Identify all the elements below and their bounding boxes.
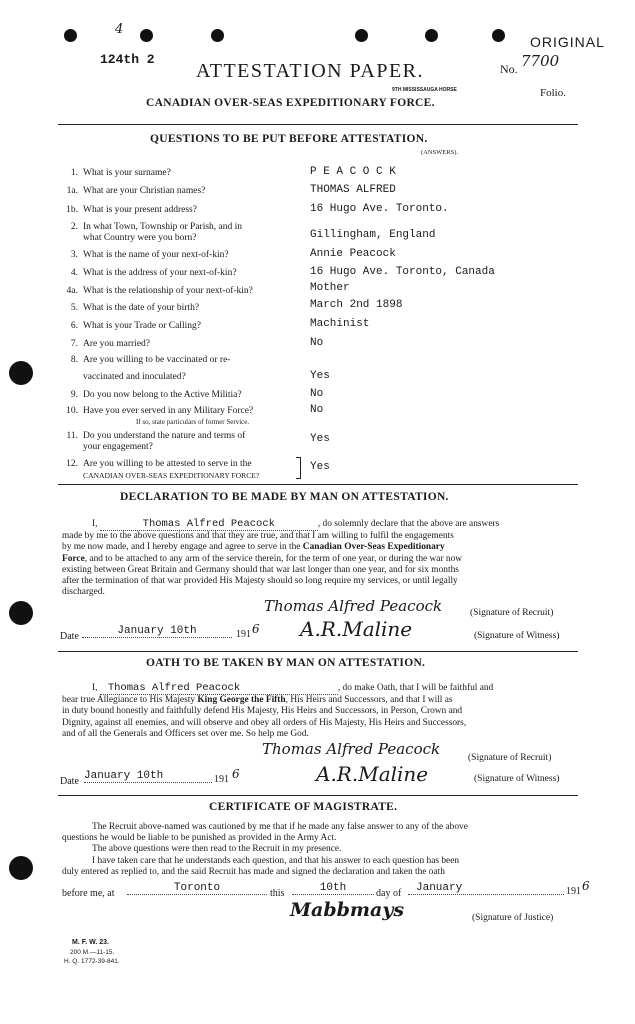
declaration-text: I, Thomas Alfred Peacock , do solemnly declare that the above are answers made by me to the above questions and that they are true, and that I am willing to fulfil the engagements by me now made, and I hereby engage and agree to serve in the Canadian Over-Seas Expeditionary Force, and to be attached to any arm of the service therein, for the term of one year, or during the war now existing between Great Britain and Germany should that war last longer than one year, and for six months after the termination of that war provided His Majesty should so long require my services, or until legally discharged. [62, 518, 500, 598]
question-row: 5. What is the date of your birth? [70, 303, 200, 313]
punch-hole [64, 29, 77, 42]
no-label: No. [500, 62, 518, 76]
certificate-title: CERTIFICATE OF MAGISTRATE. [209, 801, 398, 813]
question-row-cont: CANADIAN OVER-SEAS EXPEDITIONARY FORCE? [83, 471, 260, 480]
answer-relationship: Mother [310, 282, 350, 294]
certificate-month: January [408, 882, 564, 895]
certificate-year-suffix: 6 [582, 879, 590, 893]
oath-name: Thomas Alfred Peacock [100, 683, 338, 695]
date-label: Date [60, 631, 79, 642]
oath-witness-signature-label: (Signature of Witness) [474, 774, 560, 784]
answer-birth-date: March 2nd 1898 [310, 299, 403, 311]
print-run: 200 M.—11-15. [70, 949, 115, 956]
punch-hole [9, 601, 33, 625]
handwritten-number: 4 [115, 22, 124, 37]
oath-date: January 10th [84, 770, 212, 783]
form-code: M. F. W. 23. [72, 939, 109, 946]
oath-witness-signature: A.R.Maline [316, 762, 429, 786]
certificate-place: Toronto [127, 882, 267, 895]
oath-year-suffix: 6 [232, 767, 240, 781]
year-prefix: 191 [236, 629, 251, 640]
questions-title: QUESTIONS TO BE PUT BEFORE ATTESTATION. [150, 133, 428, 145]
battalion-note: 124th 2 [100, 52, 155, 67]
question-row: 12. Are you willing to be attested to serve in the [66, 459, 252, 469]
hq-code: H. Q. 1772-39-841. [64, 958, 120, 965]
witness-signature-label: (Signature of Witness) [474, 631, 560, 641]
answer-christian-names: THOMAS ALFRED [310, 184, 396, 196]
answer-willing-to-serve: Yes [310, 461, 330, 473]
divider [58, 124, 578, 125]
answer-vaccinated: Yes [310, 370, 330, 382]
divider [58, 651, 578, 652]
declaration-date: January 10th [82, 625, 232, 638]
question-row: 6. What is your Trade or Calling? [70, 321, 201, 331]
answer-understand-terms: Yes [310, 433, 330, 445]
witness-signature: A.R.Maline [300, 617, 413, 641]
answer-surname: P E A C O C K [310, 166, 396, 178]
oath-text: I, Thomas Alfred Peacock , do make Oath, that I will be faithful and bear true Allegiance to His Majesty King George the Fifth, His Heirs and Successors, and that I will as in duty bound honestly and faithfully defend His Majesty, His Heirs and Successors, in Person, Crown and Dignity, against all enemies, and will observe and obey all orders of His Majesty, His Heirs and Successors, and of all the Generals and Officers set over me. So help me God. [62, 682, 494, 739]
punch-hole [492, 29, 505, 42]
answer-birthplace: Gillingham, England [310, 229, 436, 241]
year-suffix: 6 [252, 622, 260, 636]
punch-hole [425, 29, 438, 42]
question-row: 3. What is the name of your next-of-kin? [70, 250, 229, 260]
question-row-cont: If so, state particulars of former Service. [136, 418, 250, 426]
recruit-signature-label: (Signature of Recruit) [470, 608, 554, 618]
question-row: 8. Are you willing to be vaccinated or re- [70, 355, 231, 365]
punch-hole [211, 29, 224, 42]
original-stamp: ORIGINAL [530, 34, 605, 50]
answers-label: (ANSWERS). [421, 149, 459, 156]
question-row: 4. What is the address of your next-of-kin? [70, 268, 237, 278]
stamp-text: 9TH MISSISSAUGA HORSE [392, 87, 457, 93]
declaration-name: Thomas Alfred Peacock [100, 519, 318, 531]
justice-signature: Mabbmays [290, 899, 405, 921]
this-label: this [270, 888, 285, 899]
answer-trade: Machinist [310, 318, 370, 330]
answer-military-service: No [310, 404, 324, 416]
certificate-year-prefix: 191 [566, 886, 581, 897]
punch-hole [9, 361, 33, 385]
document-subtitle: CANADIAN OVER-SEAS EXPEDITIONARY FORCE. [146, 97, 435, 109]
oath-date-label: Date [60, 776, 79, 787]
punch-hole [140, 29, 153, 42]
oath-title: OATH TO BE TAKEN BY MAN ON ATTESTATION. [146, 657, 426, 669]
recruit-signature: Thomas Alfred Peacock [264, 597, 443, 615]
justice-signature-label: (Signature of Justice) [472, 913, 554, 923]
oath-recruit-signature-label: (Signature of Recruit) [468, 753, 552, 763]
brace [296, 457, 301, 479]
question-row: 4a. What is the relationship of your next-of-kin? [66, 286, 253, 296]
question-row: 1. What is your surname? [70, 168, 171, 178]
question-row: 10. Have you ever served in any Military Force? [66, 406, 254, 416]
question-row: 1a. What are your Christian names? [66, 186, 206, 196]
punch-hole [355, 29, 368, 42]
question-row: 7. Are you married? [70, 339, 150, 349]
before-label: before me, at [62, 888, 115, 899]
question-row-cont: your engagement? [83, 442, 153, 452]
question-row-cont: what Country were you born? [83, 233, 197, 243]
certificate-text: The Recruit above-named was cautioned by me that if he made any false answer to any of the above questions he would be liable to be punished as provided in the Army Act. The above questions were then read to the Recruit in my presence. I have taken care that he understands each question, and that his answer to each question has been duly entered as replied to, and the said Recruit has made and signed the declaration and taken the oath [62, 822, 468, 877]
answer-next-of-kin-address: 16 Hugo Ave. Toronto, Canada [310, 266, 495, 278]
answer-next-of-kin: Annie Peacock [310, 248, 396, 260]
answer-militia: No [310, 388, 324, 400]
question-row: 2. In what Town, Township or Parish, and in [70, 222, 243, 232]
question-row: 11. Do you understand the nature and terms of [66, 431, 246, 441]
question-row: 1b. What is your present address? [66, 205, 197, 215]
divider [58, 484, 578, 485]
question-row: 9. Do you now belong to the Active Militia? [70, 390, 242, 400]
divider [58, 795, 578, 796]
document-title: ATTESTATION PAPER. [196, 60, 425, 82]
certificate-day: 10th [292, 882, 374, 895]
answer-address: 16 Hugo Ave. Toronto. [310, 203, 449, 215]
serial-number: 7700 [521, 52, 560, 70]
question-row-cont: vaccinated and inoculated? [83, 372, 186, 382]
folio-label: Folio. [540, 87, 566, 99]
declaration-title: DECLARATION TO BE MADE BY MAN ON ATTESTATION. [120, 491, 449, 503]
day-of-label: day of [376, 888, 402, 899]
oath-recruit-signature: Thomas Alfred Peacock [262, 740, 441, 758]
punch-hole [9, 856, 33, 880]
answer-married: No [310, 337, 324, 349]
oath-year-prefix: 191 [214, 774, 229, 785]
